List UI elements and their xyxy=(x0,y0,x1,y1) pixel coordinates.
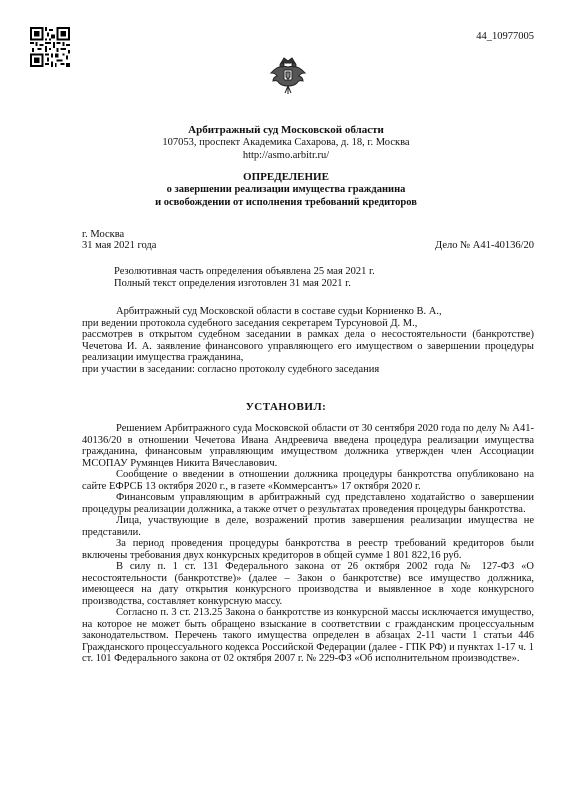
case-number: Дело № А41-40136/20 xyxy=(435,240,534,251)
body-block xyxy=(82,423,534,665)
note-line: Полный текст определения изготовлен 31 мая 2021 г. xyxy=(114,277,351,289)
body-paragraph: За период проведения процедуры банкротства в реестр требований кредиторов были включены требования двух конкурсных кредиторов в общей сумме 1 801 822,16 руб. xyxy=(82,538,534,561)
document-subtitle-line-2: и освобождении от исполнения требований кредиторов xyxy=(155,197,417,208)
court-url: http://asmo.arbitr.ru/ xyxy=(242,150,330,161)
body-paragraph: В силу п. 1 ст. 131 Федерального закона от 26 октября 2002 года № 127-ФЗ «О несостоятельности (банкротстве)» (далее – Закон о банкротстве) все имущество должника, имеющееся на дату открытия конкурсного производства и выявленное в ходе конкурсного производства, составляет конкурсную массу. xyxy=(82,561,534,607)
intro-block xyxy=(82,306,534,375)
document-subtitle-line-1: о завершении реализации имущества гражданина xyxy=(166,184,406,195)
intro-line: при ведении протокола судебного заседания секретарем Турсуновой Д. М., xyxy=(82,317,418,329)
section-heading: УСТАНОВИЛ: xyxy=(245,401,327,413)
body-paragraph: Сообщение о введении в отношении должника процедуры банкротства опубликовано на сайте ЕФРСБ 13 октября 2020 г., в газете «Коммерсантъ» 17 октября 2020 г. xyxy=(82,469,534,492)
intro-line: рассмотрев в открытом судебном заседании в рамках дела о несостоятельности (банкротстве) Чечетова И. А. заявление финансового управляющего его имуществом о завершении процедуры реализации имущества гражданина, xyxy=(82,329,534,363)
document-id: 44_10977005 xyxy=(476,31,534,42)
intro-line: Арбитражный суд Московской области в составе судьи Корниенко В. А., xyxy=(116,306,442,317)
body-paragraph: Лица, участвующие в деле, возражений против завершения реализации имущества не представили. xyxy=(82,515,534,538)
qr-code-icon xyxy=(30,27,70,67)
body-paragraph: Финансовым управляющим в арбитражный суд представлено ходатайство о завершении процедуры реализации должника, а также отчет о результатах проведения процедуры банкротства. xyxy=(82,492,534,515)
notes-block xyxy=(114,266,534,289)
document-title: ОПРЕДЕЛЕНИЕ xyxy=(243,171,329,183)
body-paragraph: Решением Арбитражного суда Московской области от 30 сентября 2020 года по делу № А41-40136/20 в отношении Чечетова Ивана Андреевича введена процедура реализации имущества гражданина, финансовым управляющим имуществом должника утвержден член Ассоциации МСОПАУ Румянцев Никита Вячеславович. xyxy=(82,423,534,469)
court-name: Арбитражный суд Московской области xyxy=(188,124,384,136)
coat-of-arms-icon xyxy=(268,55,308,97)
city: г. Москва xyxy=(82,229,125,240)
intro-line: при участии в заседании: согласно протоколу судебного заседания xyxy=(82,363,380,375)
court-address: 107053, проспект Академика Сахарова, д. 18, г. Москва xyxy=(162,137,410,148)
note-line: Резолютивная часть определения объявлена 25 мая 2021 г. xyxy=(114,266,375,277)
body-paragraph: Согласно п. 3 ст. 213.25 Закона о банкротстве из конкурсной массы исключается имущество, на которое не может быть обращено взыскание в соответствии с гражданским процессуальным законодательством. Перечень такого имущества определен в абзацах 2-11 части 1 статьи 446 Гражданского процессуального кодекса Российской Федерации (далее - ГПК РФ) и пунктах 1-17 ч. 1 ст. 101 Федерального закона от 02 октября 2007 г. № 229-ФЗ «Об исполнительном производстве». xyxy=(82,607,534,664)
document-date: 31 мая 2021 года xyxy=(82,240,157,251)
